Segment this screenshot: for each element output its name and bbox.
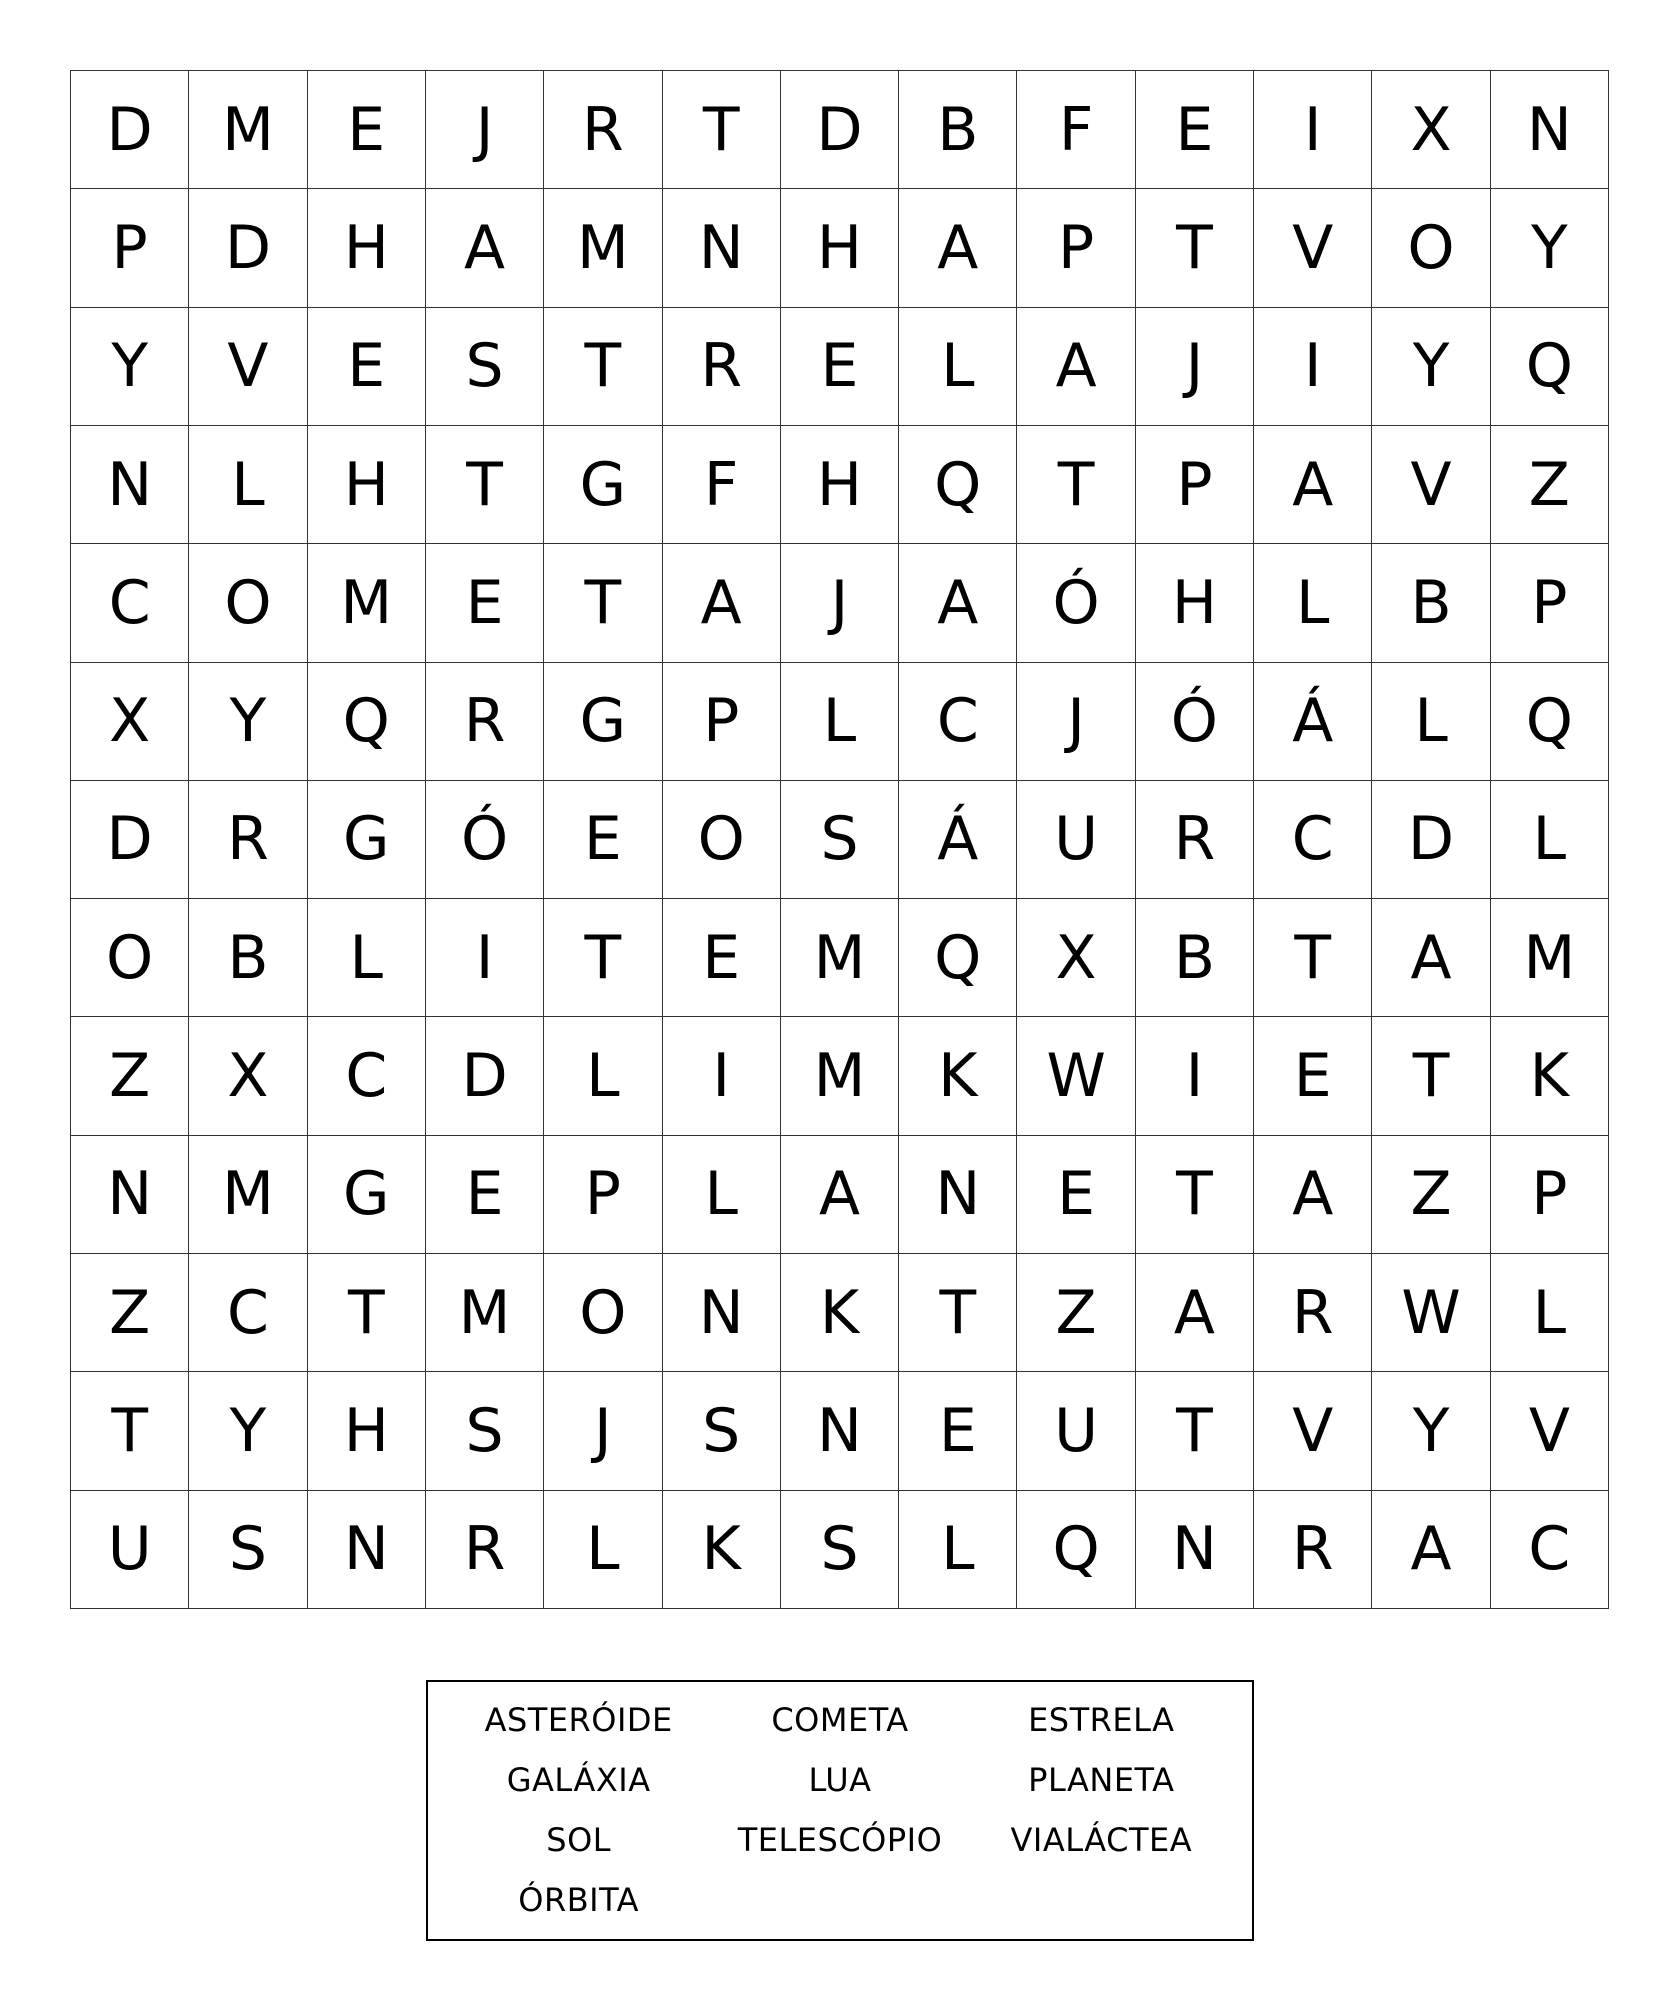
grid-cell[interactable]: V bbox=[189, 308, 307, 426]
grid-cell[interactable]: D bbox=[71, 71, 189, 189]
grid-cell[interactable]: E bbox=[544, 781, 662, 899]
grid-cell[interactable]: T bbox=[308, 1254, 426, 1372]
grid-cell[interactable]: M bbox=[189, 71, 307, 189]
grid-cell[interactable]: P bbox=[1491, 544, 1609, 662]
grid-cell[interactable]: J bbox=[544, 1372, 662, 1490]
grid-cell[interactable]: A bbox=[426, 189, 544, 307]
grid-cell[interactable]: Y bbox=[71, 308, 189, 426]
word-list-item: PLANETA bbox=[1028, 1761, 1175, 1799]
grid-cell[interactable]: S bbox=[781, 781, 899, 899]
grid-cell[interactable]: J bbox=[781, 544, 899, 662]
grid-cell[interactable]: R bbox=[426, 1491, 544, 1609]
grid-cell[interactable]: Z bbox=[1017, 1254, 1135, 1372]
word-search-grid bbox=[70, 70, 1609, 1609]
grid-cell[interactable]: Z bbox=[71, 1254, 189, 1372]
grid-cell[interactable]: H bbox=[781, 189, 899, 307]
grid-cell[interactable]: B bbox=[1372, 544, 1490, 662]
grid-cell[interactable]: A bbox=[899, 544, 1017, 662]
grid-cell[interactable]: N bbox=[71, 426, 189, 544]
grid-cell[interactable]: R bbox=[663, 308, 781, 426]
grid-cell[interactable]: K bbox=[899, 1017, 1017, 1135]
grid-cell[interactable]: O bbox=[544, 1254, 662, 1372]
grid-cell[interactable]: H bbox=[308, 189, 426, 307]
grid-cell[interactable]: H bbox=[1136, 544, 1254, 662]
grid-cell[interactable]: N bbox=[663, 189, 781, 307]
grid-cell[interactable]: Ó bbox=[1017, 544, 1135, 662]
grid-cell[interactable]: Á bbox=[1254, 663, 1372, 781]
grid-cell[interactable]: N bbox=[71, 1136, 189, 1254]
grid-cell[interactable]: T bbox=[1136, 1372, 1254, 1490]
grid-cell[interactable]: C bbox=[1254, 781, 1372, 899]
grid-cell[interactable]: T bbox=[544, 308, 662, 426]
grid-cell[interactable]: F bbox=[1017, 71, 1135, 189]
grid-cell[interactable]: Y bbox=[189, 1372, 307, 1490]
grid-cell[interactable]: Ó bbox=[1136, 663, 1254, 781]
grid-cell[interactable]: A bbox=[663, 544, 781, 662]
word-list-box bbox=[426, 1680, 1254, 1941]
grid-cell[interactable]: Á bbox=[899, 781, 1017, 899]
grid-cell[interactable]: R bbox=[1254, 1254, 1372, 1372]
grid-cell[interactable]: X bbox=[71, 663, 189, 781]
grid-cell[interactable]: V bbox=[1372, 426, 1490, 544]
grid-cell[interactable]: W bbox=[1372, 1254, 1490, 1372]
grid-cell[interactable]: X bbox=[1017, 899, 1135, 1017]
grid-cell[interactable]: Y bbox=[189, 663, 307, 781]
grid-cell[interactable]: E bbox=[1254, 1017, 1372, 1135]
grid-cell[interactable]: E bbox=[781, 308, 899, 426]
grid-cell[interactable]: P bbox=[1017, 189, 1135, 307]
grid-cell[interactable]: N bbox=[1491, 71, 1609, 189]
grid-cell[interactable]: C bbox=[899, 663, 1017, 781]
grid-cell[interactable]: E bbox=[308, 71, 426, 189]
grid-cell[interactable]: G bbox=[544, 426, 662, 544]
grid-cell[interactable]: S bbox=[663, 1372, 781, 1490]
grid-cell[interactable]: N bbox=[1136, 1491, 1254, 1609]
grid-cell[interactable]: M bbox=[308, 544, 426, 662]
grid-cell[interactable]: U bbox=[1017, 781, 1135, 899]
grid-cell[interactable]: O bbox=[189, 544, 307, 662]
grid-cell[interactable]: L bbox=[544, 1491, 662, 1609]
grid-cell[interactable]: Q bbox=[1491, 663, 1609, 781]
grid-cell[interactable]: S bbox=[426, 1372, 544, 1490]
grid-cell[interactable]: U bbox=[1017, 1372, 1135, 1490]
grid-cell[interactable]: T bbox=[1017, 426, 1135, 544]
grid-cell[interactable]: T bbox=[71, 1372, 189, 1490]
grid-cell[interactable]: Z bbox=[71, 1017, 189, 1135]
grid-cell[interactable]: H bbox=[781, 426, 899, 544]
grid-cell[interactable]: L bbox=[899, 1491, 1017, 1609]
grid-cell[interactable]: M bbox=[544, 189, 662, 307]
grid-cell[interactable]: Q bbox=[1491, 308, 1609, 426]
grid-cell[interactable]: E bbox=[663, 899, 781, 1017]
grid-cell[interactable]: A bbox=[1254, 1136, 1372, 1254]
grid-cell[interactable]: B bbox=[1136, 899, 1254, 1017]
grid-cell[interactable]: Y bbox=[1372, 308, 1490, 426]
word-list-item: ÓRBITA bbox=[518, 1881, 640, 1919]
grid-cell[interactable]: Q bbox=[899, 899, 1017, 1017]
grid-cell[interactable]: V bbox=[1491, 1372, 1609, 1490]
grid-cell[interactable]: N bbox=[899, 1136, 1017, 1254]
grid-cell[interactable]: B bbox=[899, 71, 1017, 189]
grid-cell[interactable]: F bbox=[663, 426, 781, 544]
grid-cell[interactable]: P bbox=[1136, 426, 1254, 544]
grid-cell[interactable]: A bbox=[1136, 1254, 1254, 1372]
grid-cell[interactable]: W bbox=[1017, 1017, 1135, 1135]
grid-cell[interactable]: E bbox=[1136, 71, 1254, 189]
grid-cell[interactable]: E bbox=[1017, 1136, 1135, 1254]
grid-cell[interactable]: T bbox=[1372, 1017, 1490, 1135]
grid-cell[interactable]: C bbox=[308, 1017, 426, 1135]
grid-cell[interactable]: O bbox=[663, 781, 781, 899]
grid-cell[interactable]: H bbox=[308, 1372, 426, 1490]
word-list bbox=[428, 1690, 1252, 1930]
word-list-item: COMETA bbox=[771, 1701, 909, 1739]
grid-cell[interactable]: V bbox=[1254, 1372, 1372, 1490]
grid-cell[interactable]: R bbox=[189, 781, 307, 899]
grid-cell[interactable]: G bbox=[308, 781, 426, 899]
grid-cell[interactable]: L bbox=[663, 1136, 781, 1254]
grid-cell[interactable]: A bbox=[1372, 1491, 1490, 1609]
grid-cell[interactable]: A bbox=[1017, 308, 1135, 426]
grid-cell[interactable]: E bbox=[426, 1136, 544, 1254]
grid-cell[interactable]: N bbox=[308, 1491, 426, 1609]
grid-cell[interactable]: I bbox=[426, 899, 544, 1017]
grid-cell[interactable]: H bbox=[308, 426, 426, 544]
grid-cell[interactable]: I bbox=[1136, 1017, 1254, 1135]
grid-cell[interactable]: L bbox=[1254, 544, 1372, 662]
grid-cell[interactable]: J bbox=[1136, 308, 1254, 426]
grid-cell[interactable]: S bbox=[189, 1491, 307, 1609]
grid-cell[interactable]: G bbox=[308, 1136, 426, 1254]
grid-cell[interactable]: L bbox=[1372, 663, 1490, 781]
grid-cell[interactable]: G bbox=[544, 663, 662, 781]
grid-cell[interactable]: D bbox=[781, 71, 899, 189]
grid-cell[interactable]: K bbox=[781, 1254, 899, 1372]
grid-cell[interactable]: M bbox=[781, 899, 899, 1017]
grid-cell[interactable]: M bbox=[189, 1136, 307, 1254]
grid-cell[interactable]: R bbox=[1136, 781, 1254, 899]
word-list-item: ESTRELA bbox=[1028, 1701, 1175, 1739]
grid-cell[interactable]: Q bbox=[1017, 1491, 1135, 1609]
grid-cell[interactable]: T bbox=[544, 544, 662, 662]
grid-cell[interactable]: S bbox=[426, 308, 544, 426]
grid-cell[interactable]: R bbox=[426, 663, 544, 781]
grid-cell[interactable]: O bbox=[1372, 189, 1490, 307]
grid-cell[interactable]: R bbox=[1254, 1491, 1372, 1609]
grid-cell[interactable]: Y bbox=[1372, 1372, 1490, 1490]
grid-cell[interactable]: A bbox=[1372, 899, 1490, 1017]
word-list-item: VIALÁCTEA bbox=[1010, 1821, 1193, 1859]
grid-cell[interactable]: S bbox=[781, 1491, 899, 1609]
grid-cell[interactable]: A bbox=[899, 189, 1017, 307]
grid-cell[interactable]: M bbox=[1491, 899, 1609, 1017]
grid-cell[interactable]: D bbox=[71, 781, 189, 899]
grid-cell[interactable]: Q bbox=[308, 663, 426, 781]
grid-cell[interactable]: L bbox=[1491, 1254, 1609, 1372]
grid-cell[interactable]: L bbox=[1491, 781, 1609, 899]
grid-cell[interactable]: T bbox=[1254, 899, 1372, 1017]
grid-cell[interactable]: T bbox=[1136, 1136, 1254, 1254]
grid-cell[interactable]: D bbox=[189, 189, 307, 307]
grid-cell[interactable]: E bbox=[426, 544, 544, 662]
grid-cell[interactable]: L bbox=[781, 663, 899, 781]
grid-cell[interactable]: O bbox=[71, 899, 189, 1017]
word-list-item: SOL bbox=[546, 1821, 612, 1859]
grid-cell[interactable]: P bbox=[663, 663, 781, 781]
grid-cell[interactable]: I bbox=[1254, 71, 1372, 189]
word-list-item: ASTERÓIDE bbox=[484, 1701, 673, 1739]
grid-cell[interactable]: R bbox=[544, 71, 662, 189]
grid-cell[interactable]: Z bbox=[1372, 1136, 1490, 1254]
grid-cell[interactable]: P bbox=[544, 1136, 662, 1254]
grid-cell[interactable]: V bbox=[1254, 189, 1372, 307]
grid-cell[interactable]: D bbox=[426, 1017, 544, 1135]
grid-cell[interactable]: T bbox=[663, 71, 781, 189]
grid-cell[interactable]: Q bbox=[899, 426, 1017, 544]
grid-cell[interactable]: Ó bbox=[426, 781, 544, 899]
grid-cell[interactable]: C bbox=[1491, 1491, 1609, 1609]
grid-cell[interactable]: I bbox=[663, 1017, 781, 1135]
grid-cell[interactable]: A bbox=[1254, 426, 1372, 544]
grid-cell[interactable]: L bbox=[189, 426, 307, 544]
grid-cell[interactable]: C bbox=[71, 544, 189, 662]
grid-cell[interactable]: M bbox=[781, 1017, 899, 1135]
grid-cell[interactable]: B bbox=[189, 899, 307, 1017]
grid-cell[interactable]: N bbox=[781, 1372, 899, 1490]
grid-cell[interactable]: E bbox=[899, 1372, 1017, 1490]
grid-cell[interactable]: J bbox=[1017, 663, 1135, 781]
grid-cell[interactable]: E bbox=[308, 308, 426, 426]
grid-cell[interactable]: L bbox=[544, 1017, 662, 1135]
grid-cell[interactable]: Z bbox=[1491, 426, 1609, 544]
grid-cell[interactable]: P bbox=[1491, 1136, 1609, 1254]
grid-cell[interactable]: A bbox=[781, 1136, 899, 1254]
grid-cell[interactable]: T bbox=[544, 899, 662, 1017]
grid-cell[interactable]: L bbox=[899, 308, 1017, 426]
grid-cell[interactable]: N bbox=[663, 1254, 781, 1372]
grid-cell[interactable]: U bbox=[71, 1491, 189, 1609]
word-list-item: GALÁXIA bbox=[506, 1761, 651, 1799]
grid-cell[interactable]: X bbox=[189, 1017, 307, 1135]
grid-cell[interactable]: D bbox=[1372, 781, 1490, 899]
grid-cell[interactable]: K bbox=[1491, 1017, 1609, 1135]
grid-cell[interactable]: M bbox=[426, 1254, 544, 1372]
grid-cell[interactable]: T bbox=[426, 426, 544, 544]
grid-cell[interactable]: T bbox=[899, 1254, 1017, 1372]
grid-cell[interactable]: J bbox=[426, 71, 544, 189]
grid-cell[interactable]: P bbox=[71, 189, 189, 307]
grid-cell[interactable]: X bbox=[1372, 71, 1490, 189]
word-list-item: TELESCÓPIO bbox=[737, 1821, 943, 1859]
grid-cell[interactable]: I bbox=[1254, 308, 1372, 426]
grid-cell[interactable]: C bbox=[189, 1254, 307, 1372]
grid-cell[interactable]: K bbox=[663, 1491, 781, 1609]
grid-cell[interactable]: L bbox=[308, 899, 426, 1017]
grid-cell[interactable]: T bbox=[1136, 189, 1254, 307]
word-list-item: LUA bbox=[808, 1761, 872, 1799]
grid-cell[interactable]: Y bbox=[1491, 189, 1609, 307]
